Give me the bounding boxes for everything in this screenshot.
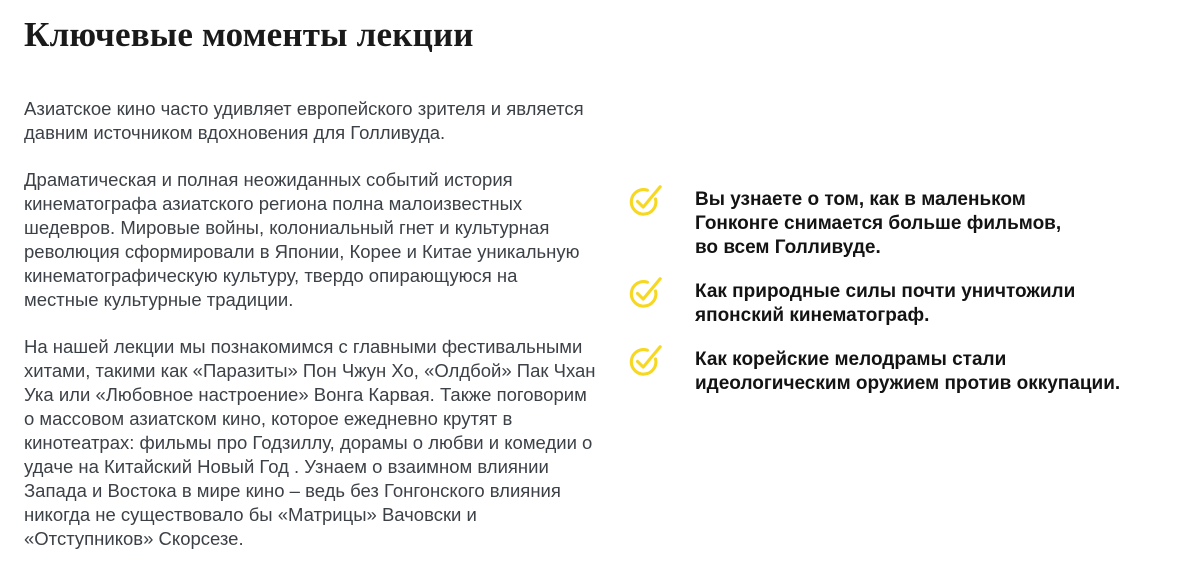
highlight-text: Как корейские мелодрамы стали идеологическим оружием против оккупации. (695, 349, 1121, 394)
page-title: Ключевые моменты лекции (24, 15, 474, 54)
highlight-item (629, 183, 1120, 260)
intro-paragraph: Драматическая и полная неожиданных событий история кинематографа азиатского региона полна малоизвестных шедевров. Мировые войны, колониальный гнет и культурная революция сформировали в Японии, Корее и Китае уникальную кинематографическую культуру, твердо опирающуюся на местные культурные традиции. (24, 169, 580, 310)
highlight-text: Как природные силы почти уничтожили японский кинематограф. (695, 281, 1076, 326)
check-circle-icon (629, 183, 663, 217)
highlight-item (629, 343, 1120, 396)
highlight-item (629, 275, 1120, 328)
lecture-highlights-list (629, 183, 1120, 411)
check-circle-icon (629, 275, 663, 309)
intro-paragraph: Азиатское кино часто удивляет европейского зрителя и является давним источником вдохновения для Голливуда. (24, 98, 584, 143)
check-circle-icon (629, 343, 663, 377)
highlight-text: Вы узнаете о том, как в маленьком Гонконге снимается больше фильмов, во всем Голливуде. (695, 189, 1062, 258)
intro-paragraph: На нашей лекции мы познакомимся с главными фестивальными хитами, такими как «Паразиты» Пон Чжун Хо, «Олдбой» Пак Чхан Ука или «Любовное настроение» Вонга Карвая. Также поговорим о массовом азиатском кино, которое ежедневно крутят в кинотеатрах: фильмы про Годзиллу, дорамы о любви и комедии о удаче на Китайский Новый Год . Узнаем о взаимном влиянии Запада и Востока в мире кино – ведь без Гонгонского влияния никогда не существовало бы «Матрицы» Вачовски и «Отступников» Скорсезе. (24, 336, 596, 549)
lecture-description (24, 97, 596, 551)
content-columns (24, 97, 1200, 551)
